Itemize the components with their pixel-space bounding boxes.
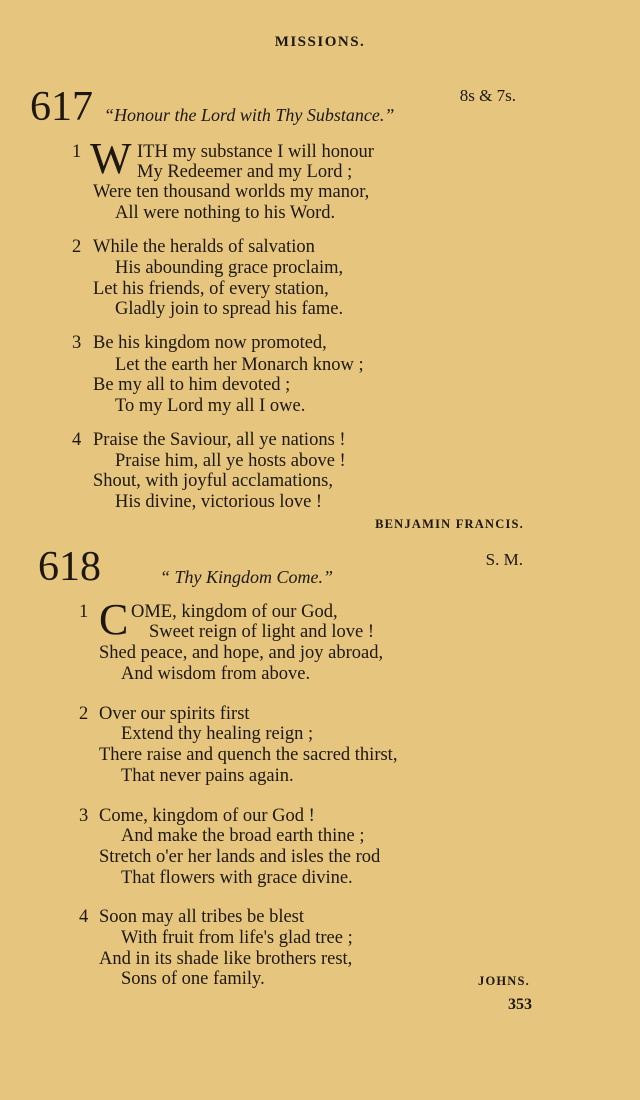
verse-line: And make the broad earth thine ; (121, 826, 365, 846)
verse-line: My Redeemer and my Lord ; (137, 162, 353, 182)
verse-line: And wisdom from above. (121, 664, 311, 684)
hymn-meter: S. M. (485, 550, 523, 569)
verse-line: While the heralds of salvation (93, 237, 315, 257)
verse-line: Over our spirits first (99, 704, 250, 724)
drop-cap: C (99, 595, 129, 644)
verse-number: 4 (79, 907, 89, 927)
section-title: MISSIONS. (274, 34, 366, 50)
verse-line: Gladly join to spread his fame. (115, 299, 344, 319)
verse-line: Shed peace, and hope, and joy abroad, (99, 643, 384, 663)
verse-number: 1 (72, 142, 82, 162)
verse-line: OME, kingdom of our God, (131, 602, 338, 622)
verse-line: Be my all to him devoted ; (93, 375, 291, 395)
verse-number: 3 (72, 333, 82, 353)
hymn-number: 618 (38, 544, 101, 590)
verse-line: That flowers with grace divine. (121, 868, 353, 888)
verse-line: Let the earth her Monarch know ; (115, 355, 364, 375)
hymn-motto: “ Thy Kingdom Come.” (160, 567, 334, 587)
verse-line: Let his friends, of every station, (93, 279, 329, 299)
verse-line: Extend thy healing reign ; (121, 724, 314, 744)
hymn-author: BENJAMIN FRANCIS. (375, 517, 524, 531)
verse-line: With fruit from life's glad tree ; (121, 928, 353, 948)
verse-line: Were ten thousand worlds my manor, (93, 182, 370, 202)
verse-line: Praise him, all ye hosts above ! (115, 451, 346, 471)
verse-line: Stretch o'er her lands and isles the rod (99, 847, 381, 867)
verse-line: To my Lord my all I owe. (115, 396, 306, 416)
verse-number: 2 (79, 704, 89, 724)
verse-line: All were nothing to his Word. (115, 203, 336, 223)
verse-number: 2 (72, 237, 82, 257)
hymn-author: JOHNS. (478, 974, 530, 988)
hymn-meter: 8s & 7s. (459, 86, 516, 105)
verse-line: Praise the Saviour, all ye nations ! (93, 430, 346, 450)
verse-line: His divine, victorious love ! (115, 492, 323, 512)
verse-line: Sweet reign of light and love ! (149, 622, 375, 642)
verse-number: 4 (72, 430, 82, 450)
drop-cap: W (90, 134, 132, 183)
verse-line: ITH my substance I will honour (137, 142, 374, 162)
verse-number: 1 (79, 602, 89, 622)
verse-line: Soon may all tribes be blest (99, 907, 305, 927)
verse-line: Come, kingdom of our God ! (99, 806, 315, 826)
verse-line: Sons of one family. (121, 969, 265, 989)
verse-line: Shout, with joyful acclamations, (93, 471, 333, 491)
verse-line: His abounding grace proclaim, (115, 258, 344, 278)
verse-line: That never pains again. (121, 766, 294, 786)
verse-line: And in its shade like brothers rest, (99, 949, 353, 969)
hymn-number: 617 (30, 84, 93, 130)
verse-line: Be his kingdom now promoted, (93, 333, 327, 353)
page-number: 353 (508, 996, 532, 1013)
verse-number: 3 (79, 806, 89, 826)
verse-line: There raise and quench the sacred thirst, (99, 745, 398, 765)
hymn-motto: “Honour the Lord with Thy Substance.” (104, 105, 395, 125)
